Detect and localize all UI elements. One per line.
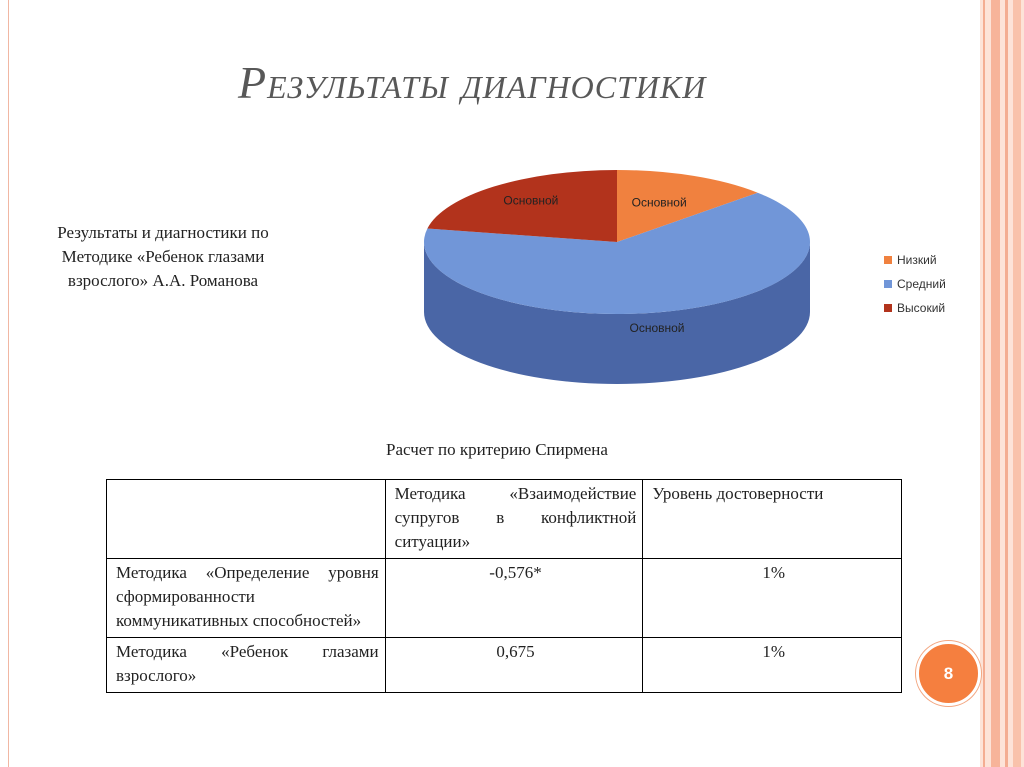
table-cell-significance: 1% (643, 559, 902, 638)
legend-item-medium (884, 272, 946, 296)
table-row-label: Методика «Определение уровня сформированности коммуникативных способностей» (107, 559, 386, 638)
legend-label-low: Низкий (897, 253, 937, 267)
decorative-stripes (980, 0, 1024, 767)
results-pie-chart (415, 160, 825, 405)
legend-label-medium: Средний (897, 277, 946, 291)
slide-title: Результаты диагностики (238, 57, 707, 108)
table-cell-significance: 1% (643, 638, 902, 693)
method-description: Результаты и диагностики по Методике «Ребенок глазами взрослого» А.А. Романова (57, 223, 269, 290)
slide-frame-line (8, 0, 9, 767)
table-cell-coefficient: -0,576* (385, 559, 643, 638)
chart-legend (884, 248, 946, 320)
pie-slice-medium-label: Основной (629, 321, 685, 335)
table-header-row (107, 480, 902, 559)
table-header-cell: Методика «Взаимодействие супругов в конфликтной ситуации» (385, 480, 643, 559)
legend-swatch-medium (884, 280, 892, 288)
legend-item-low (884, 248, 946, 272)
table-cell-coefficient: 0,675 (385, 638, 643, 693)
page-number-badge: 8 (916, 641, 981, 706)
table-header-cell (107, 480, 386, 559)
legend-swatch-low (884, 256, 892, 264)
table-row (107, 638, 902, 693)
legend-swatch-high (884, 304, 892, 312)
legend-item-high (884, 296, 946, 320)
table-row-label: Методика «Ребенок глазами взрослого» (107, 638, 386, 693)
legend-label-high: Высокий (897, 301, 946, 315)
table-header-cell: Уровень достоверности (643, 480, 902, 559)
table-row (107, 559, 902, 638)
pie-slice-low-label: Основной (631, 195, 687, 210)
table-caption: Расчет по критерию Спирмена (386, 440, 608, 459)
pie-slice-high-label: Основной (503, 193, 559, 208)
spearman-table (106, 479, 902, 693)
